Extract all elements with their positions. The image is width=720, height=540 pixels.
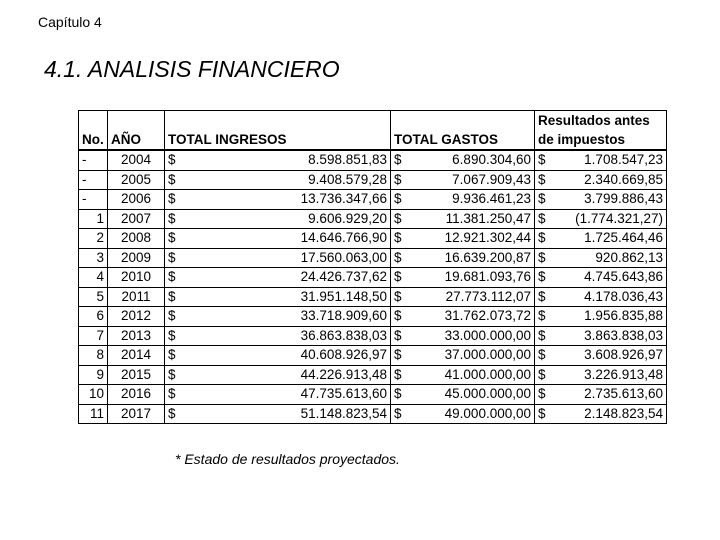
cell-income-currency: $ (165, 150, 184, 170)
cell-result-currency: $ (535, 229, 554, 249)
cell-result: 3.863.838,03 (554, 326, 667, 346)
cell-income: 8.598.851,83 (184, 150, 391, 170)
header-expenses: TOTAL GASTOS (391, 111, 535, 151)
cell-result: 3.226.913,48 (554, 365, 667, 385)
cell-income: 17.560.063,00 (184, 248, 391, 268)
cell-no: 4 (79, 268, 108, 288)
cell-year: 2013 (108, 326, 165, 346)
table-row (79, 190, 667, 210)
cell-year: 2015 (108, 365, 165, 385)
cell-expenses-currency: $ (391, 404, 410, 424)
cell-income-currency: $ (165, 209, 184, 229)
cell-no: - (79, 190, 108, 210)
cell-income-currency: $ (165, 190, 184, 210)
section-title: 4.1. ANALISIS FINANCIERO (44, 56, 340, 82)
cell-result: 1.708.547,23 (554, 150, 667, 170)
cell-year: 2016 (108, 385, 165, 405)
cell-no: 6 (79, 307, 108, 327)
cell-expenses: 11.381.250,47 (410, 209, 535, 229)
cell-income: 51.148.823,54 (184, 404, 391, 424)
cell-income-currency: $ (165, 268, 184, 288)
cell-result: 1.956.835,88 (554, 307, 667, 327)
cell-income: 9.408.579,28 (184, 170, 391, 190)
cell-expenses-currency: $ (391, 209, 410, 229)
cell-expenses-currency: $ (391, 268, 410, 288)
table-row (79, 170, 667, 190)
cell-result: 2.735.613,60 (554, 385, 667, 405)
cell-expenses-currency: $ (391, 346, 410, 366)
cell-result-currency: $ (535, 248, 554, 268)
cell-result: 4.178.036,43 (554, 287, 667, 307)
cell-income: 36.863.838,03 (184, 326, 391, 346)
cell-expenses-currency: $ (391, 287, 410, 307)
cell-year: 2004 (108, 150, 165, 170)
cell-income-currency: $ (165, 229, 184, 249)
table-row (79, 150, 667, 170)
cell-income-currency: $ (165, 248, 184, 268)
cell-no: 1 (79, 209, 108, 229)
header-results (535, 111, 667, 151)
cell-year: 2005 (108, 170, 165, 190)
cell-year: 2007 (108, 209, 165, 229)
cell-income-currency: $ (165, 365, 184, 385)
cell-income-currency: $ (165, 346, 184, 366)
cell-expenses: 31.762.073,72 (410, 307, 535, 327)
cell-income: 31.951.148,50 (184, 287, 391, 307)
cell-year: 2014 (108, 346, 165, 366)
chapter-label: Capítulo 4 (38, 14, 102, 30)
cell-expenses-currency: $ (391, 326, 410, 346)
cell-result-currency: $ (535, 268, 554, 288)
cell-income: 33.718.909,60 (184, 307, 391, 327)
table-row (79, 229, 667, 249)
cell-expenses: 7.067.909,43 (410, 170, 535, 190)
cell-expenses: 41.000.000,00 (410, 365, 535, 385)
cell-income-currency: $ (165, 170, 184, 190)
cell-expenses: 37.000.000,00 (410, 346, 535, 366)
table-row (79, 287, 667, 307)
table-row (79, 209, 667, 229)
cell-result-currency: $ (535, 190, 554, 210)
cell-result: 4.745.643,86 (554, 268, 667, 288)
cell-year: 2008 (108, 229, 165, 249)
header-results-line1: Resultados antes (538, 113, 650, 128)
cell-no: 7 (79, 326, 108, 346)
cell-income-currency: $ (165, 385, 184, 405)
financial-table (78, 110, 667, 424)
cell-income: 9.606.929,20 (184, 209, 391, 229)
cell-no: 8 (79, 346, 108, 366)
cell-result: 2.340.669,85 (554, 170, 667, 190)
cell-expenses-currency: $ (391, 190, 410, 210)
cell-expenses: 16.639.200,87 (410, 248, 535, 268)
cell-income: 24.426.737,62 (184, 268, 391, 288)
cell-expenses-currency: $ (391, 248, 410, 268)
cell-result-currency: $ (535, 404, 554, 424)
table-row (79, 404, 667, 424)
cell-expenses: 19.681.093,76 (410, 268, 535, 288)
cell-no: 11 (79, 404, 108, 424)
cell-expenses: 45.000.000,00 (410, 385, 535, 405)
cell-result: 1.725.464,46 (554, 229, 667, 249)
cell-expenses-currency: $ (391, 170, 410, 190)
header-income: TOTAL INGRESOS (165, 111, 391, 151)
cell-income: 13.736.347,66 (184, 190, 391, 210)
cell-result: 3.799.886,43 (554, 190, 667, 210)
cell-no: 9 (79, 365, 108, 385)
cell-expenses-currency: $ (391, 307, 410, 327)
cell-result-currency: $ (535, 365, 554, 385)
cell-result: 920.862,13 (554, 248, 667, 268)
cell-result-currency: $ (535, 346, 554, 366)
table-row (79, 248, 667, 268)
cell-expenses: 49.000.000,00 (410, 404, 535, 424)
cell-result-currency: $ (535, 326, 554, 346)
cell-expenses: 6.890.304,60 (410, 150, 535, 170)
cell-expenses: 9.936.461,23 (410, 190, 535, 210)
table-row (79, 346, 667, 366)
cell-result-currency: $ (535, 287, 554, 307)
cell-income-currency: $ (165, 287, 184, 307)
cell-result: 2.148.823,54 (554, 404, 667, 424)
cell-no: 2 (79, 229, 108, 249)
cell-no: - (79, 170, 108, 190)
cell-expenses-currency: $ (391, 150, 410, 170)
cell-result-currency: $ (535, 209, 554, 229)
cell-year: 2006 (108, 190, 165, 210)
cell-year: 2012 (108, 307, 165, 327)
cell-income: 40.608.926,97 (184, 346, 391, 366)
cell-expenses: 27.773.112,07 (410, 287, 535, 307)
cell-income-currency: $ (165, 307, 184, 327)
cell-result-currency: $ (535, 307, 554, 327)
cell-year: 2017 (108, 404, 165, 424)
table-row (79, 326, 667, 346)
header-year: AÑO (108, 111, 165, 151)
cell-income: 44.226.913,48 (184, 365, 391, 385)
footnote: * Estado de resultados proyectados. (175, 451, 400, 467)
cell-no: - (79, 150, 108, 170)
cell-income: 47.735.613,60 (184, 385, 391, 405)
cell-expenses: 12.921.302,44 (410, 229, 535, 249)
table-row (79, 365, 667, 385)
cell-expenses-currency: $ (391, 229, 410, 249)
cell-income-currency: $ (165, 404, 184, 424)
table-header-row (79, 111, 667, 151)
cell-expenses-currency: $ (391, 385, 410, 405)
cell-income: 14.646.766,90 (184, 229, 391, 249)
cell-result-currency: $ (535, 385, 554, 405)
cell-income-currency: $ (165, 326, 184, 346)
cell-no: 3 (79, 248, 108, 268)
cell-year: 2010 (108, 268, 165, 288)
table-row (79, 385, 667, 405)
cell-no: 5 (79, 287, 108, 307)
header-no: No. (79, 111, 108, 151)
cell-expenses: 33.000.000,00 (410, 326, 535, 346)
cell-year: 2009 (108, 248, 165, 268)
table-row (79, 307, 667, 327)
cell-result-currency: $ (535, 150, 554, 170)
cell-year: 2011 (108, 287, 165, 307)
cell-result: (1.774.321,27) (554, 209, 667, 229)
cell-result: 3.608.926,97 (554, 346, 667, 366)
cell-result-currency: $ (535, 170, 554, 190)
table-row (79, 268, 667, 288)
cell-no: 10 (79, 385, 108, 405)
header-results-line2: de impuestos (538, 132, 626, 147)
cell-expenses-currency: $ (391, 365, 410, 385)
